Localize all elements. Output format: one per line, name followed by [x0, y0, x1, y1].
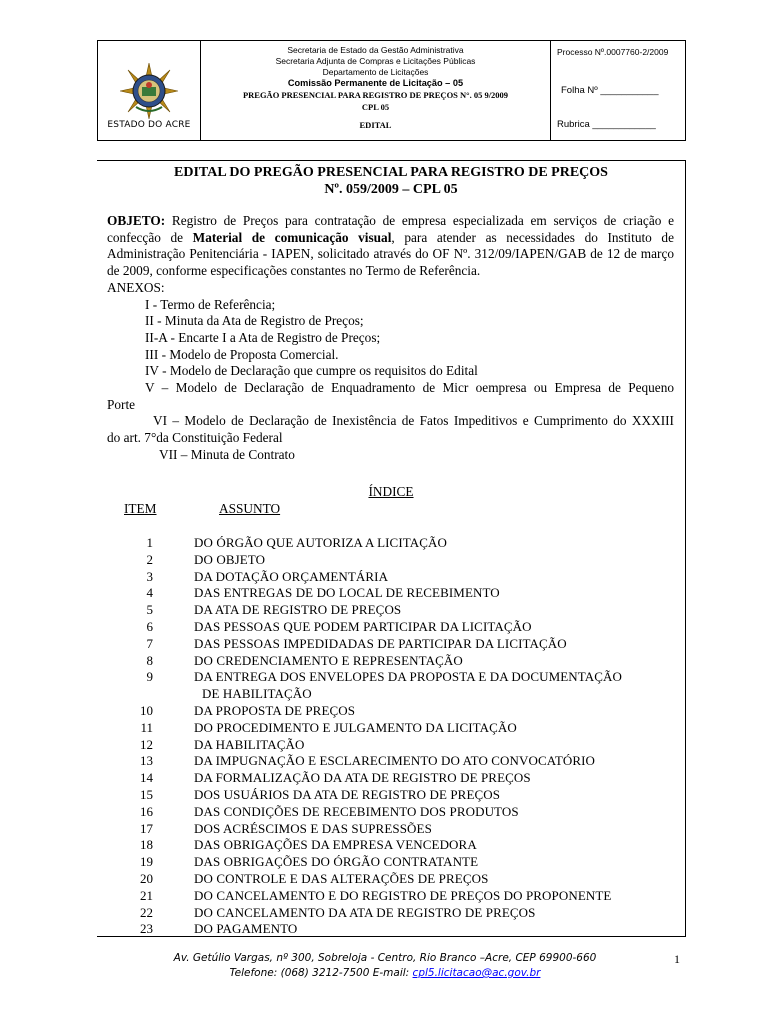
header-process-block [551, 41, 685, 140]
index-row-label-text: DA HABILITAÇÃO [194, 736, 305, 752]
index-row [97, 619, 684, 636]
logo-caption: ESTADO DO ACRE [107, 120, 191, 130]
index-row-label [194, 770, 674, 787]
index-row [97, 669, 684, 703]
document-main-box [97, 160, 686, 937]
index-row-label-text: DAS OBRIGAÇÕES DA EMPRESA VENCEDORA [194, 837, 477, 853]
index-row-number: 6 [146, 618, 153, 634]
index-row [97, 921, 684, 938]
index-row-label-text: DAS CONDIÇÕES DE RECEBIMENTO DOS PRODUTOS [194, 803, 519, 819]
objeto-paragraph [97, 213, 684, 280]
cpl-line: CPL 05 [361, 102, 390, 112]
index-row-label [194, 837, 674, 854]
index-row-label-text: DAS PESSOAS IMPEDIDADAS DE PARTICIPAR DA LICITAÇÃO [194, 635, 567, 651]
index-row-label-text: DA ATA DE REGISTRO DE PREÇOS [194, 602, 402, 618]
index-row-label-cont: DE HABILITAÇÃO [202, 686, 312, 702]
document-title [97, 164, 685, 198]
index-row-label [194, 720, 674, 737]
index-row-label-text: DO PAGAMENTO [194, 921, 298, 937]
index-row-label-text: DO CREDENCIAMENTO E REPRESENTAÇÃO [194, 652, 463, 668]
acre-coat-of-arms-icon [120, 63, 178, 119]
index-row [97, 905, 684, 922]
index-row-number: 17 [140, 820, 153, 836]
index-row-label [194, 921, 674, 938]
index-row-label-text: DAS OBRIGAÇÕES DO ÓRGÃO CONTRATANTE [194, 854, 479, 870]
index-row [97, 636, 684, 653]
index-row-number: 5 [146, 602, 153, 618]
index-col-item: ITEM [124, 501, 157, 516]
index-row-label [194, 787, 674, 804]
institution-line-1: Secretaria de Estado da Gestão Administrativa [287, 45, 464, 55]
rubrica-field: Rubrica ____________ [557, 119, 656, 130]
index-row-label [194, 888, 674, 905]
index-row-label-text: DA DOTAÇÃO ORÇAMENTÁRIA [194, 568, 389, 584]
index-row [97, 888, 684, 905]
index-row-label-text: DO CANCELAMENTO E DO REGISTRO DE PREÇOS DO PROPONENTE [194, 887, 612, 903]
document-header [97, 40, 686, 141]
index-row-label-text: DA ENTREGA DOS ENVELOPES DA PROPOSTA E DA DOCUMENTAÇÃO [194, 669, 623, 685]
index-row-label-text: DA PROPOSTA DE PREÇOS [194, 702, 356, 718]
index-row-label [194, 619, 674, 636]
anexo-item-vi: VI – Modelo de Declaração de Inexistência de Fatos Impeditivos e Cumprimento do XXXIII [153, 413, 674, 429]
index-row-number: 20 [140, 870, 153, 886]
index-row-label-text: DO ÓRGÃO QUE AUTORIZA A LICITAÇÃO [194, 535, 447, 550]
index-row-label-text: DO CONTROLE E DAS ALTERAÇÕES DE PREÇOS [194, 870, 489, 886]
anexo-item: III - Modelo de Proposta Comercial. [145, 346, 339, 362]
index-row [97, 854, 684, 871]
objeto-text-1: Registro de Preços para contratação de empresa especializada em serviços de criação e confecção de [107, 213, 674, 245]
process-number: Processo Nº.0007760-2/2009 [557, 47, 669, 57]
index-row [97, 653, 684, 670]
anexo-item: II - Minuta da Ata de Registro de Preços; [145, 313, 364, 329]
index-row-label [194, 703, 674, 720]
pregao-line: PREGÃO PRESENCIAL PARA REGISTRO DE PREÇOS N°. 05 9/2009 [242, 90, 509, 100]
index-row [97, 535, 684, 552]
anexo-item-v-cont: Porte [107, 396, 136, 412]
index-col-assunto: ASSUNTO [219, 501, 281, 516]
index-row-label-text: DOS ACRÉSCIMOS E DAS SUPRESSÕES [194, 820, 432, 836]
footer-contact [0, 966, 770, 981]
index-row-label [194, 602, 674, 619]
folha-field: Folha Nº ___________ [561, 85, 659, 96]
index-row [97, 804, 684, 821]
index-row-label [194, 753, 674, 770]
edital-line: EDITAL [359, 120, 392, 130]
index-row-number: 21 [140, 887, 153, 903]
index-row-number: 9 [146, 669, 153, 685]
anexo-item: IV - Modelo de Declaração que cumpre os requisitos do Edital [145, 363, 478, 379]
index-row [97, 569, 684, 586]
index-row-label [194, 636, 674, 653]
title-line-1: EDITAL DO PREGÃO PRESENCIAL PARA REGISTRO DE PREÇOS [174, 165, 608, 180]
index-row [97, 552, 684, 569]
index-row-label [194, 535, 674, 552]
anexos-label: ANEXOS: [107, 279, 165, 295]
title-line-2: Nº. 059/2009 – CPL 05 [324, 182, 458, 197]
index-row-number: 1 [146, 535, 153, 550]
logo-cell [98, 41, 201, 140]
index-row-number: 12 [140, 736, 153, 752]
commission-line: Comissão Permanente de Licitação – 05 [287, 78, 464, 88]
index-row-label [194, 905, 674, 922]
index-row [97, 837, 684, 854]
anexo-item-vii: VII – Minuta de Contrato [159, 446, 295, 462]
index-row [97, 585, 684, 602]
index-row-number: 22 [140, 904, 153, 920]
anexo-item: II-A - Encarte I a Ata de Registro de Preços; [145, 329, 381, 345]
index-row-label [194, 854, 674, 871]
index-row-label [194, 585, 674, 602]
index-row-number: 4 [146, 585, 153, 601]
index-row-label-text: DO OBJETO [194, 551, 266, 567]
objeto-label: OBJETO: [107, 213, 166, 228]
footer-phone: Telefone: (068) 3212-7500 E-mail: [229, 967, 413, 979]
index-row [97, 737, 684, 754]
index-row [97, 821, 684, 838]
footer-address: Av. Getúlio Vargas, nº 300, Sobreloja - Centro, Rio Branco –Acre, CEP 69900-660 [173, 952, 597, 964]
index-row-number: 2 [146, 551, 153, 567]
index-row-label [194, 804, 674, 821]
index-row-number: 11 [140, 719, 153, 735]
index-row-number: 7 [146, 635, 153, 651]
footer-email-link[interactable]: cpl5.licitacao@ac.gov.br [412, 967, 541, 979]
objeto-text-2: , para atender as necessidades do Instituto de Administração Penitenciária - IAPEN, solicitado através do OF Nº. 312/09/IAPEN/GAB de 12 de março de 2009, conforme especificações constantes no Termo de Referência. [107, 229, 674, 279]
index-row-number: 14 [140, 770, 153, 786]
index-row-label [194, 871, 674, 888]
index-row [97, 703, 684, 720]
index-row [97, 720, 684, 737]
index-row-number: 19 [140, 854, 153, 870]
index-row-label [194, 653, 674, 670]
anexo-item-v: V – Modelo de Declaração de Enquadramento de Micr oempresa ou Empresa de Pequeno [145, 380, 674, 396]
index-row-label [194, 552, 674, 569]
index-table [97, 535, 684, 938]
index-row-label [194, 737, 674, 754]
index-row-label [194, 569, 674, 586]
index-row-number: 23 [140, 921, 153, 937]
index-row-number: 15 [140, 786, 153, 802]
index-row-label-text: DO PROCEDIMENTO E JULGAMENTO DA LICITAÇÃO [194, 719, 517, 735]
index-row-number: 10 [140, 702, 153, 718]
index-row [97, 871, 684, 888]
index-row-label [194, 669, 674, 703]
index-row-label-text: DA IMPUGNAÇÃO E ESCLARECIMENTO DO ATO CONVOCATÓRIO [194, 753, 596, 769]
index-row [97, 753, 684, 770]
index-row [97, 770, 684, 787]
index-row-number: 3 [146, 568, 153, 584]
objeto-bold-text: Material de comunicação visual [192, 229, 392, 245]
index-row-label-text: DOS USUÁRIOS DA ATA DE REGISTRO DE PREÇOS [194, 786, 501, 802]
index-row [97, 602, 684, 619]
institution-line-3: Departamento de Licitações [322, 67, 429, 77]
page-footer [0, 951, 770, 981]
index-row-label [194, 821, 674, 838]
page-number: 1 [674, 952, 680, 966]
index-row-number: 18 [140, 837, 153, 853]
index-row-number: 8 [146, 652, 153, 668]
institution-line-2: Secretaria Adjunta de Compras e Licitações Públicas [275, 56, 476, 66]
index-row-label-text: DO CANCELAMENTO DA ATA DE REGISTRO DE PREÇOS [194, 904, 536, 920]
index-row-label-text: DAS ENTREGAS DE DO LOCAL DE RECEBIMENTO [194, 585, 500, 601]
index-row-number: 13 [140, 753, 153, 769]
index-row-label-text: DAS PESSOAS QUE PODEM PARTICIPAR DA LICITAÇÃO [194, 618, 532, 634]
header-institution-block [201, 41, 551, 140]
document-body [97, 213, 684, 464]
index-row-number: 16 [140, 803, 153, 819]
index-row [97, 787, 684, 804]
anexo-item-vi-cont: do art. 7°da Constituição Federal [107, 430, 283, 446]
index-title: ÍNDICE [368, 484, 414, 499]
anexo-item: I - Termo de Referência; [145, 296, 276, 312]
index-row-label-text: DA FORMALIZAÇÃO DA ATA DE REGISTRO DE PREÇOS [194, 770, 531, 786]
